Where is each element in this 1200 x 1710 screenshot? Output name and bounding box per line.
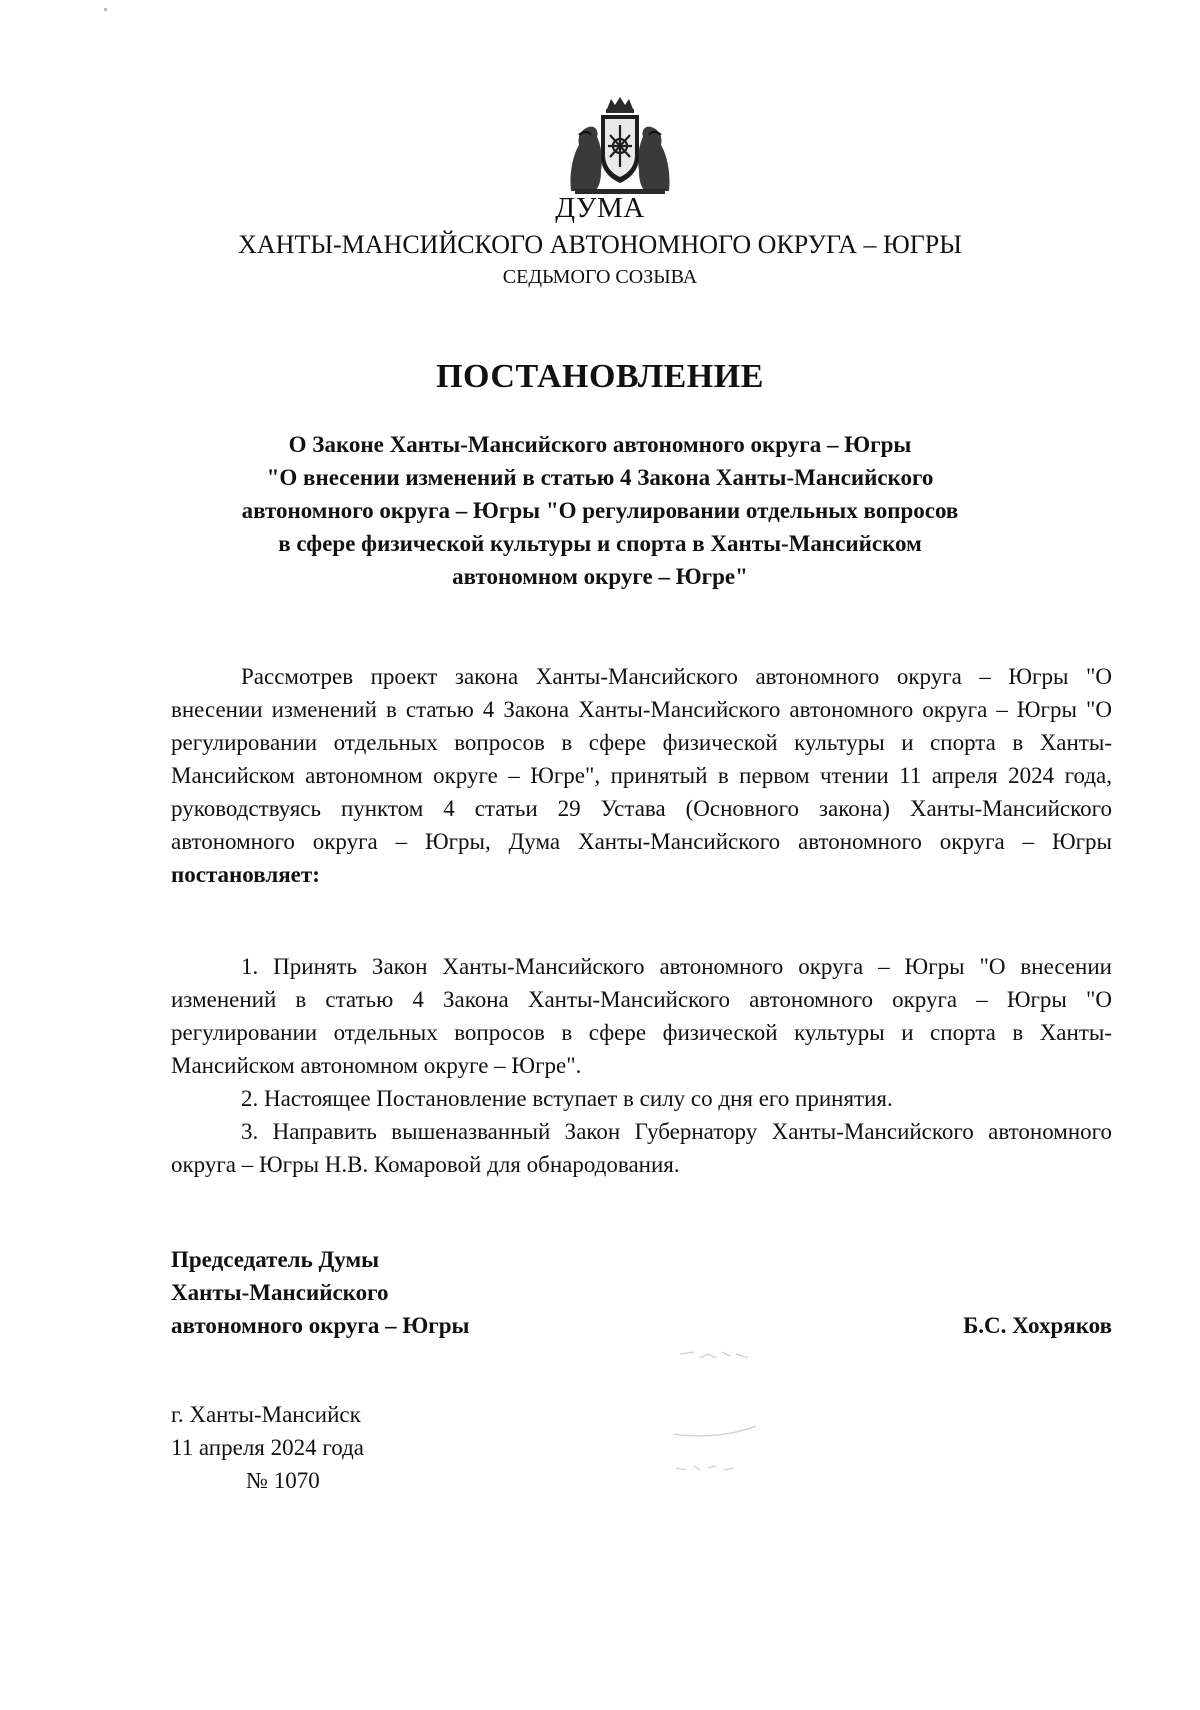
resolution-item: 3. Направить вышеназванный Закон Губернатору Ханты-Мансийского автономного округа – Югры Н.В. Комаровой для обнародования.	[171, 1119, 1112, 1177]
date: 11 апреля 2024 года	[171, 1435, 364, 1460]
signatory-title-line: Председатель Думы	[171, 1247, 380, 1272]
subject-line: О Законе Ханты-Мансийского автономного округа – Югры	[288, 432, 912, 457]
document-type-title: ПОСТАНОВЛЕНИЕ	[436, 358, 764, 395]
subject-line: автономного округа – Югры "О регулировании отдельных вопросов	[241, 498, 959, 523]
document-number: № 1070	[246, 1468, 320, 1493]
subject-line: в сфере физической культуры и спорта в Ханты-Мансийском	[278, 531, 922, 556]
faint-stamp-mark	[660, 1340, 790, 1480]
signatory-title	[171, 1243, 469, 1342]
convocation: СЕДЬМОГО СОЗЫВА	[502, 266, 698, 288]
signatory-title-line: Ханты-Мансийского	[171, 1280, 389, 1305]
signatory-title-line: автономного округа – Югры	[171, 1313, 470, 1338]
subject-line: "О внесении изменений в статью 4 Закона Ханты-Мансийского	[266, 465, 934, 490]
region-name: ХАНТЫ-МАНСИЙСКОГО АВТОНОМНОГО ОКРУГА – ЮГРЫ	[238, 230, 962, 259]
resolution-word: постановляет:	[171, 862, 320, 887]
coat-of-arms-icon	[565, 95, 675, 195]
subject-line: автономном округе – Югре"	[452, 564, 748, 589]
place-and-date	[171, 1398, 364, 1464]
resolution-items	[171, 950, 1112, 1181]
resolution-item: 2. Настоящее Постановление вступает в силу со дня его принятия.	[241, 1086, 893, 1111]
organization-name: ДУМА	[555, 192, 645, 224]
resolution-item: 1. Принять Закон Ханты-Мансийского автономного округа – Югры "О внесении изменений в статью 4 Закона Ханты-Мансийского автономного округа – Югры "О регулировании отдельных вопросов в сфере физической культуры и спорта в Ханты-Мансийском автономном округе – Югре".	[171, 954, 1112, 1078]
intro-text: Рассмотрев проект закона Ханты-Мансийского автономного округа – Югры "О внесении изменений в статью 4 Закона Ханты-Мансийского автономного округа – Югры "О регулировании отдельных вопросов в сфере физической культуры и спорта в Ханты-Мансийском автономном округе – Югре", принятый в первом чтении 11 апреля 2024 года, руководствуясь пунктом 4 статьи 29 Устава (Основного закона) Ханты-Мансийского автономного округа – Югры, Дума Ханты-Мансийского автономного округа – Югры	[171, 664, 1112, 854]
place: г. Ханты-Мансийск	[171, 1402, 361, 1427]
document-subject	[150, 428, 1050, 593]
scan-mark	[104, 8, 107, 11]
signatory-name: Б.С. Хохряков	[963, 1313, 1112, 1338]
intro-paragraph	[171, 660, 1112, 891]
